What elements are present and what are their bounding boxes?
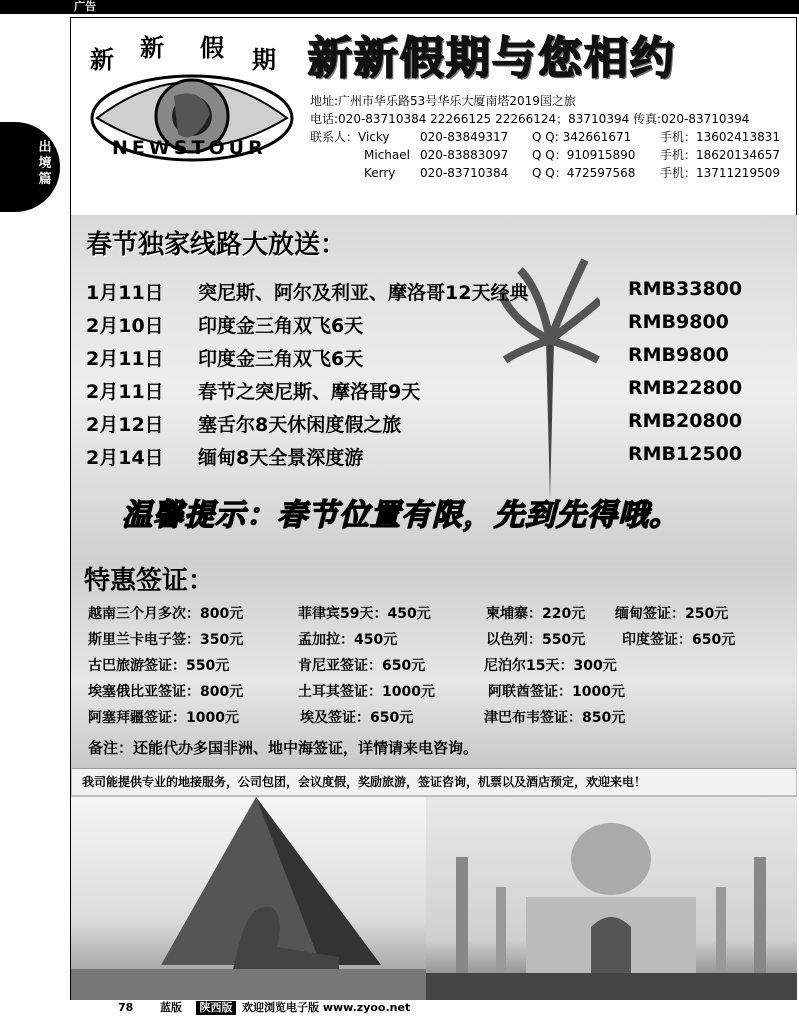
page-number: 78 (118, 1001, 134, 1014)
visa-item: 津巴布韦签证：850元 (484, 710, 626, 726)
contact-name: Kerry (364, 166, 396, 180)
services-banner: 我司能提供专业的地接服务，公司包团，会议度假，奖励旅游，签证咨询，机票以及酒店预定，欢迎来电！ (72, 768, 796, 795)
phone-line: 电话:020-83710384 22266125 22266124；83710394 传真:020-83710394 (310, 112, 750, 126)
contact-name: 联系人：Vicky (310, 130, 390, 144)
routes-title: 春节独家线路大放送： (86, 230, 347, 260)
route-date: 2月14日 (86, 447, 164, 469)
pyramid-photo (71, 797, 426, 1000)
route-date: 1月11日 (86, 282, 164, 304)
visa-item: 古巴旅游签证：550元 (88, 658, 230, 674)
taj-mahal-image (426, 797, 797, 1000)
route-price: RMB33800 (628, 278, 743, 300)
side-tab-char: 出 (38, 140, 52, 155)
visa-item: 缅甸签证：250元 (615, 606, 729, 622)
warm-tip: 温馨提示：春节位置有限，先到先得哦。 (122, 498, 680, 533)
newstour-logo (82, 26, 302, 176)
visa-item: 菲律宾59天：450元 (298, 606, 431, 622)
route-name: 塞舌尔8天休闲度假之旅 (198, 414, 402, 436)
visa-item: 孟加拉：450元 (298, 632, 398, 648)
contact-tels (420, 128, 508, 182)
visa-item: 以色列：550元 (486, 632, 586, 648)
side-tab-label (38, 140, 52, 188)
route-price: RMB12500 (628, 443, 743, 465)
visa-item: 印度签证：650元 (622, 632, 736, 648)
route-date: 2月12日 (86, 414, 164, 436)
contact-mobile: 手机：18620134657 (660, 148, 780, 162)
visa-title: 特惠签证： (84, 566, 215, 596)
route-name: 缅甸8天全景深度游 (198, 447, 364, 469)
contact-mobiles (660, 128, 780, 182)
pyramid-image (71, 797, 426, 1000)
route-price: RMB20800 (628, 410, 743, 432)
logo-wordmark: NEWSTOUR (112, 137, 267, 159)
route-price: RMB9800 (628, 311, 729, 333)
route-name: 印度金三角双飞6天 (198, 348, 364, 370)
visa-item: 土耳其签证：1000元 (298, 684, 435, 700)
logo-char: 假 (200, 33, 224, 62)
route-name: 春节之突尼斯、摩洛哥9天 (198, 381, 421, 403)
contact-qq: Q Q：910915890 (532, 148, 636, 162)
visa-item: 柬埔寨：220元 (486, 606, 586, 622)
visa-item: 肯尼亚签证：650元 (298, 658, 426, 674)
taj-mahal-photo (426, 797, 797, 1000)
contact-qq: Q Q: 342661671 (532, 130, 632, 144)
visa-item: 越南三个月多次：800元 (88, 606, 244, 622)
contact-qq: Q Q：472597568 (532, 166, 636, 180)
contact-mobile: 手机：13602413831 (660, 130, 780, 144)
route-date: 2月11日 (86, 348, 164, 370)
ad-tag: 广告 (74, 0, 96, 13)
contact-qqs (532, 128, 635, 182)
address: 地址:广州市华乐路53号华乐大厦南塔2019国之旅 (310, 94, 576, 108)
visa-note: 备注：还能代办多国非洲、地中海签证，详情请来电咨询。 (88, 739, 479, 757)
visa-item: 尼泊尔15天：300元 (484, 658, 617, 674)
route-name: 印度金三角双飞6天 (198, 315, 364, 337)
route-price: RMB9800 (628, 344, 729, 366)
visa-item: 斯里兰卡电子签：350元 (88, 632, 244, 648)
route-price: RMB22800 (628, 377, 743, 399)
visa-item: 埃及签证：650元 (300, 710, 414, 726)
visa-item: 埃塞俄比亚签证：800元 (88, 684, 244, 700)
contact-labels (310, 128, 410, 182)
contact-tel: 020-83883097 (420, 148, 509, 162)
logo-char: 新 (140, 33, 164, 62)
contact-name: Michael (364, 148, 410, 162)
route-date: 2月11日 (86, 381, 164, 403)
route-date: 2月10日 (86, 315, 164, 337)
contact-tel: 020-83710384 (420, 166, 509, 180)
footer-text: 欢迎浏览电子版 www.zyoo.net (242, 1001, 411, 1014)
visa-item: 阿塞拜疆签证：1000元 (88, 710, 239, 726)
visa-item: 阿联酋签证：1000元 (488, 684, 625, 700)
edition-badge: 陕西版 (196, 1001, 236, 1015)
edition-label: 蓝版 (160, 1001, 182, 1014)
headline: 新新假期与您相约 (308, 33, 676, 84)
section-side-tab (0, 122, 60, 212)
side-tab-char: 境 (38, 156, 52, 171)
side-tab-char: 篇 (38, 172, 52, 187)
contact-mobile: 手机：13711219509 (660, 166, 780, 180)
top-bar (0, 0, 799, 14)
contact-tel: 020-83849317 (420, 130, 509, 144)
route-name: 突尼斯、阿尔及利亚、摩洛哥12天经典 (198, 282, 529, 304)
logo-char: 新 (90, 45, 114, 74)
logo-char: 期 (252, 45, 276, 74)
